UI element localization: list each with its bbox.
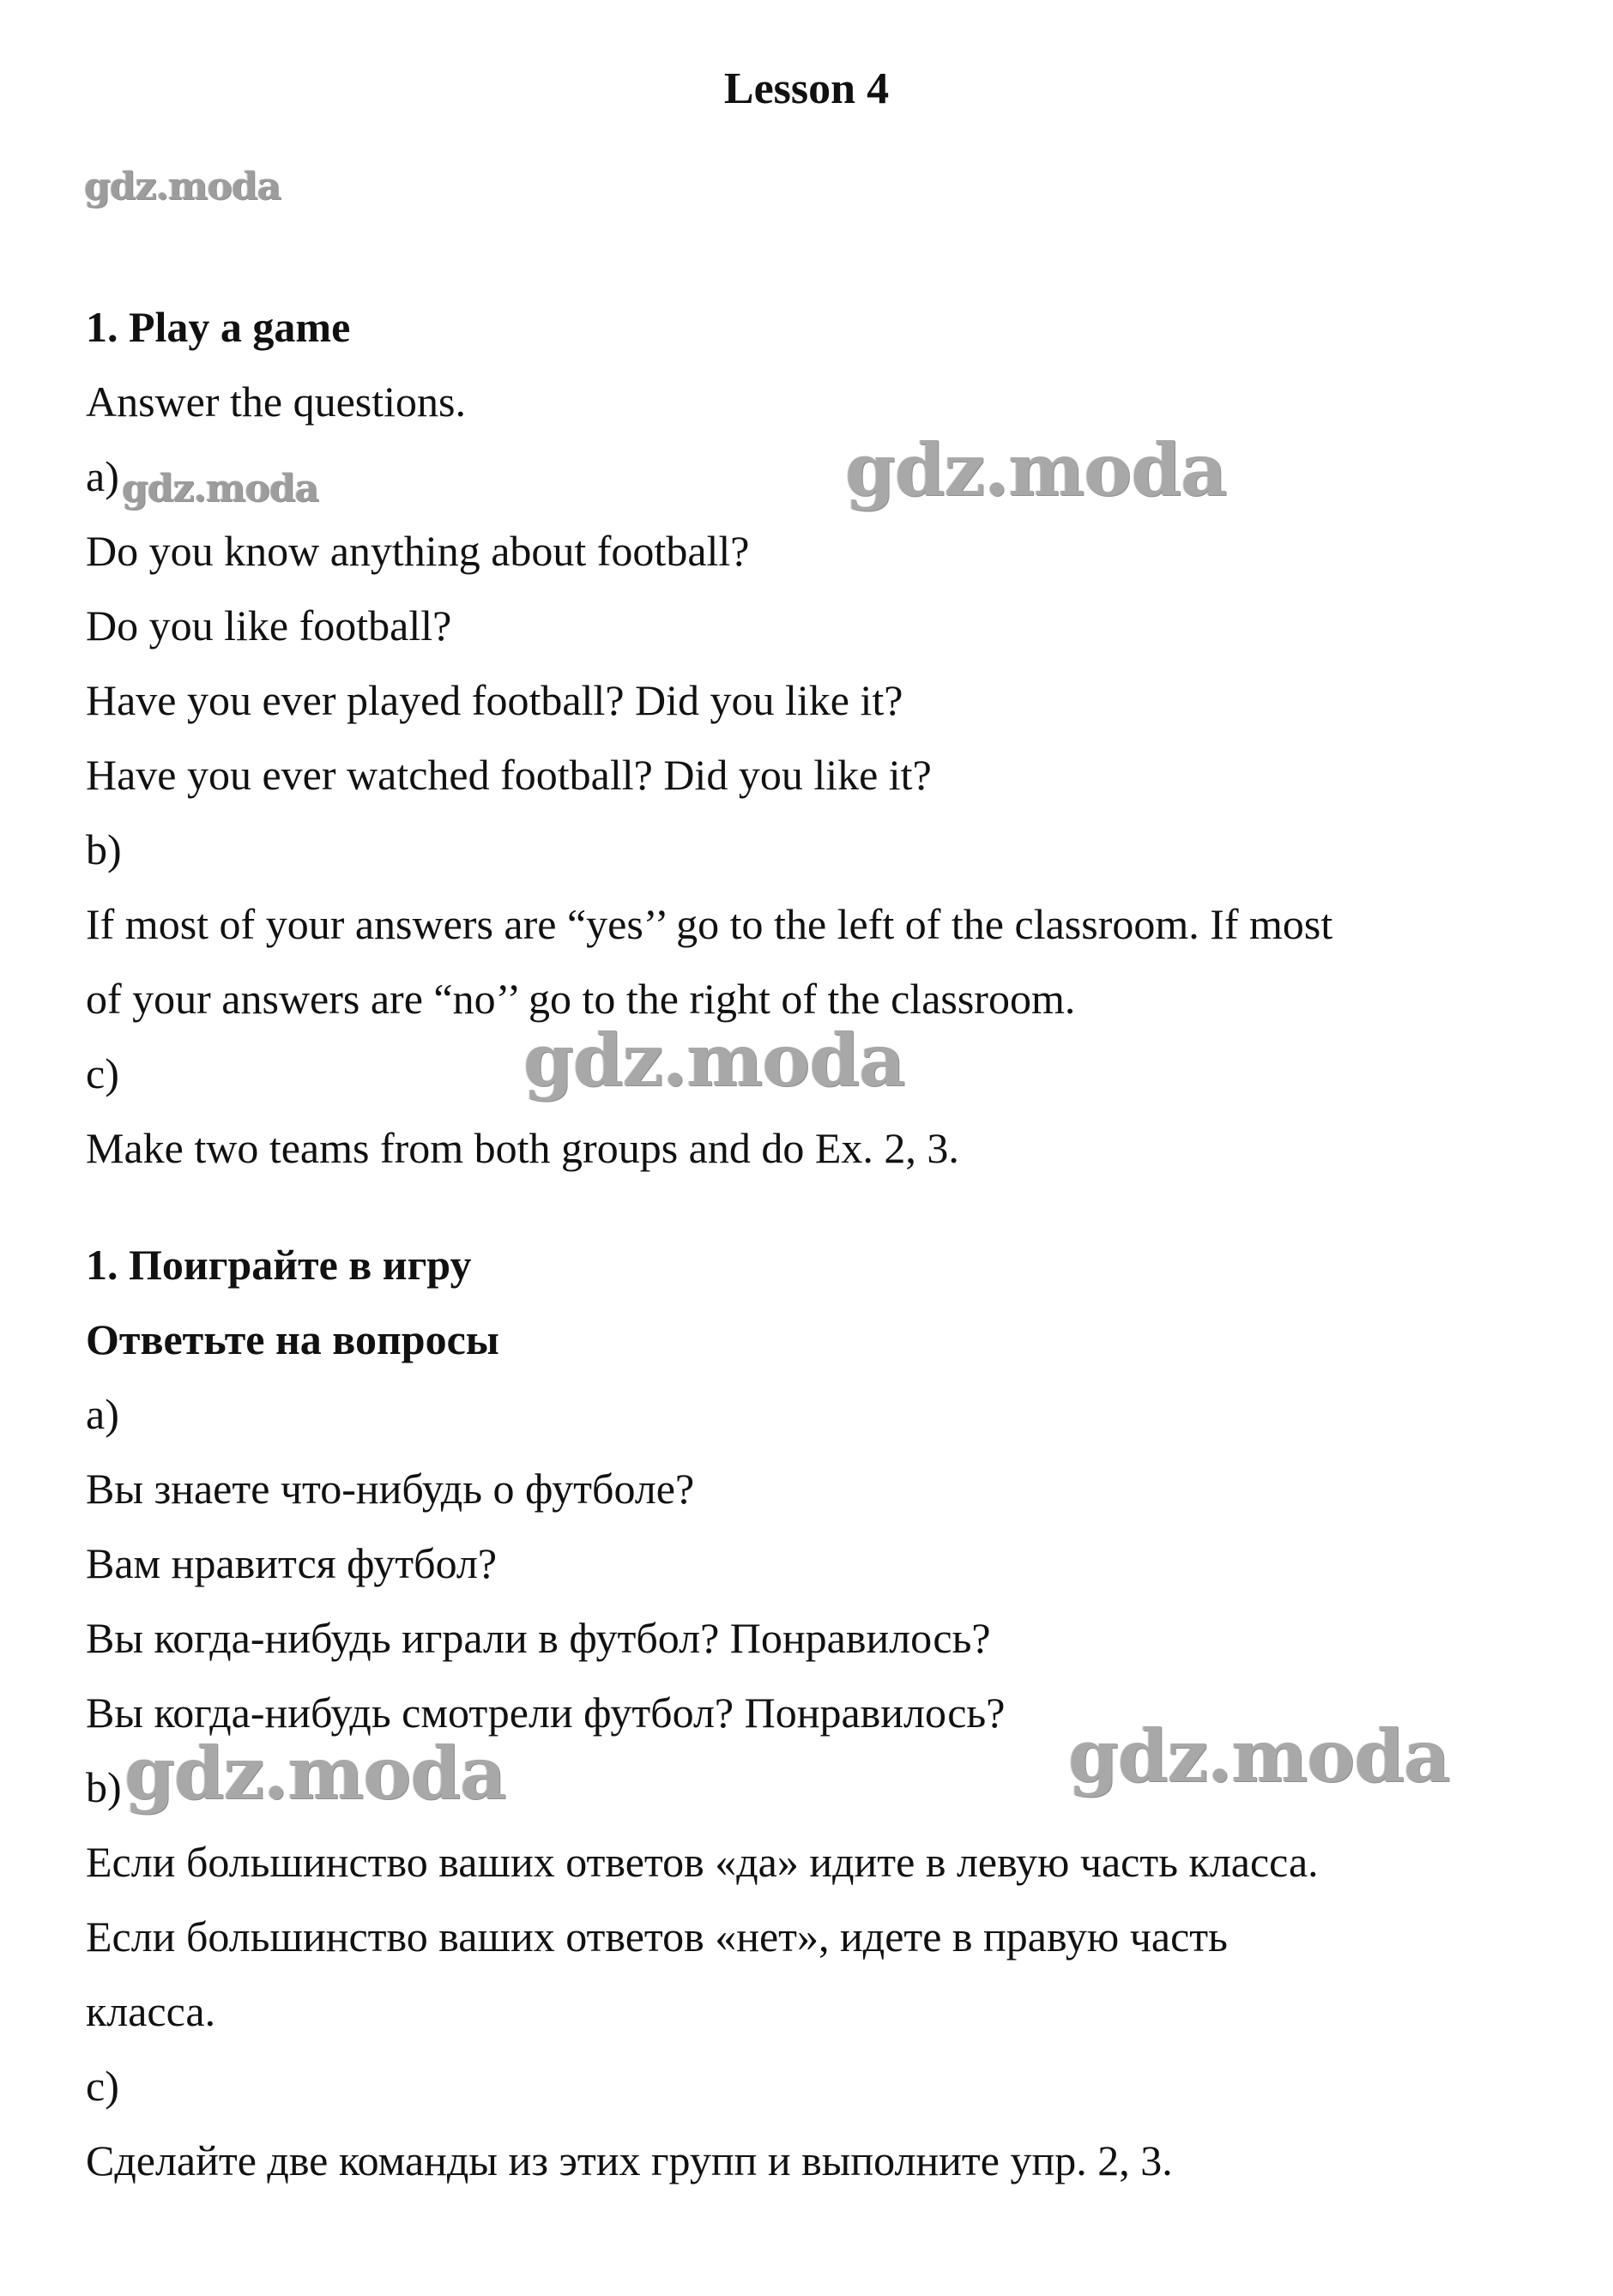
- english-a-label: a): [86, 452, 119, 500]
- watermark: gdz.moda: [845, 427, 1227, 512]
- russian-question-3: Вы когда-нибудь играли в футбол? Понравилось?: [86, 1614, 991, 1662]
- russian-b-text-line-2: Если большинство ваших ответов «нет», идете в правую часть: [86, 1912, 1228, 1961]
- page-title: Lesson 4: [723, 64, 890, 113]
- english-instruction: Answer the questions.: [86, 378, 466, 426]
- watermark: gdz.moda: [84, 165, 281, 208]
- english-c-label: c): [86, 1049, 119, 1097]
- watermark: gdz.moda: [124, 1731, 506, 1816]
- english-question-2: Do you like football?: [86, 601, 452, 650]
- russian-b-label: b): [86, 1763, 122, 1811]
- russian-heading: 1. Поиграйте в игру: [86, 1241, 472, 1289]
- english-b-text-line-2: of your answers are “no’’ go to the right of the classroom.: [86, 975, 1076, 1023]
- russian-question-2: Вам нравится футбол?: [86, 1539, 498, 1587]
- russian-instruction: Ответьте на вопросы: [86, 1315, 499, 1363]
- english-b-label: b): [86, 825, 122, 873]
- russian-a-label: a): [86, 1390, 119, 1438]
- english-c-text: Make two teams from both groups and do Ex. 2, 3.: [86, 1124, 959, 1172]
- english-b-text-line-1: If most of your answers are “yes’’ go to the left of the classroom. If most: [86, 900, 1333, 948]
- russian-c-label: c): [86, 2062, 119, 2110]
- russian-b-text-line-3: класса.: [86, 1987, 216, 2035]
- english-question-4: Have you ever watched football? Did you like it?: [86, 751, 932, 799]
- russian-c-text: Сделайте две команды из этих групп и выполните упр. 2, 3.: [86, 2136, 1173, 2184]
- russian-question-1: Вы знаете что-нибудь о футболе?: [86, 1465, 695, 1513]
- english-question-1: Do you know anything about football?: [86, 527, 750, 575]
- watermark: gdz.moda: [122, 467, 319, 511]
- exercise-content: [86, 290, 1562, 2198]
- watermark: gdz.moda: [523, 1018, 905, 1103]
- russian-b-text-line-1: Если большинство ваших ответов «да» идите в левую часть класса.: [86, 1838, 1319, 1886]
- russian-question-4: Вы когда-нибудь смотрели футбол? Понравилось?: [86, 1689, 1006, 1737]
- english-heading: 1. Play a game: [86, 303, 351, 351]
- watermark: gdz.moda: [1068, 1713, 1450, 1798]
- english-question-3: Have you ever played football? Did you like it?: [86, 676, 903, 724]
